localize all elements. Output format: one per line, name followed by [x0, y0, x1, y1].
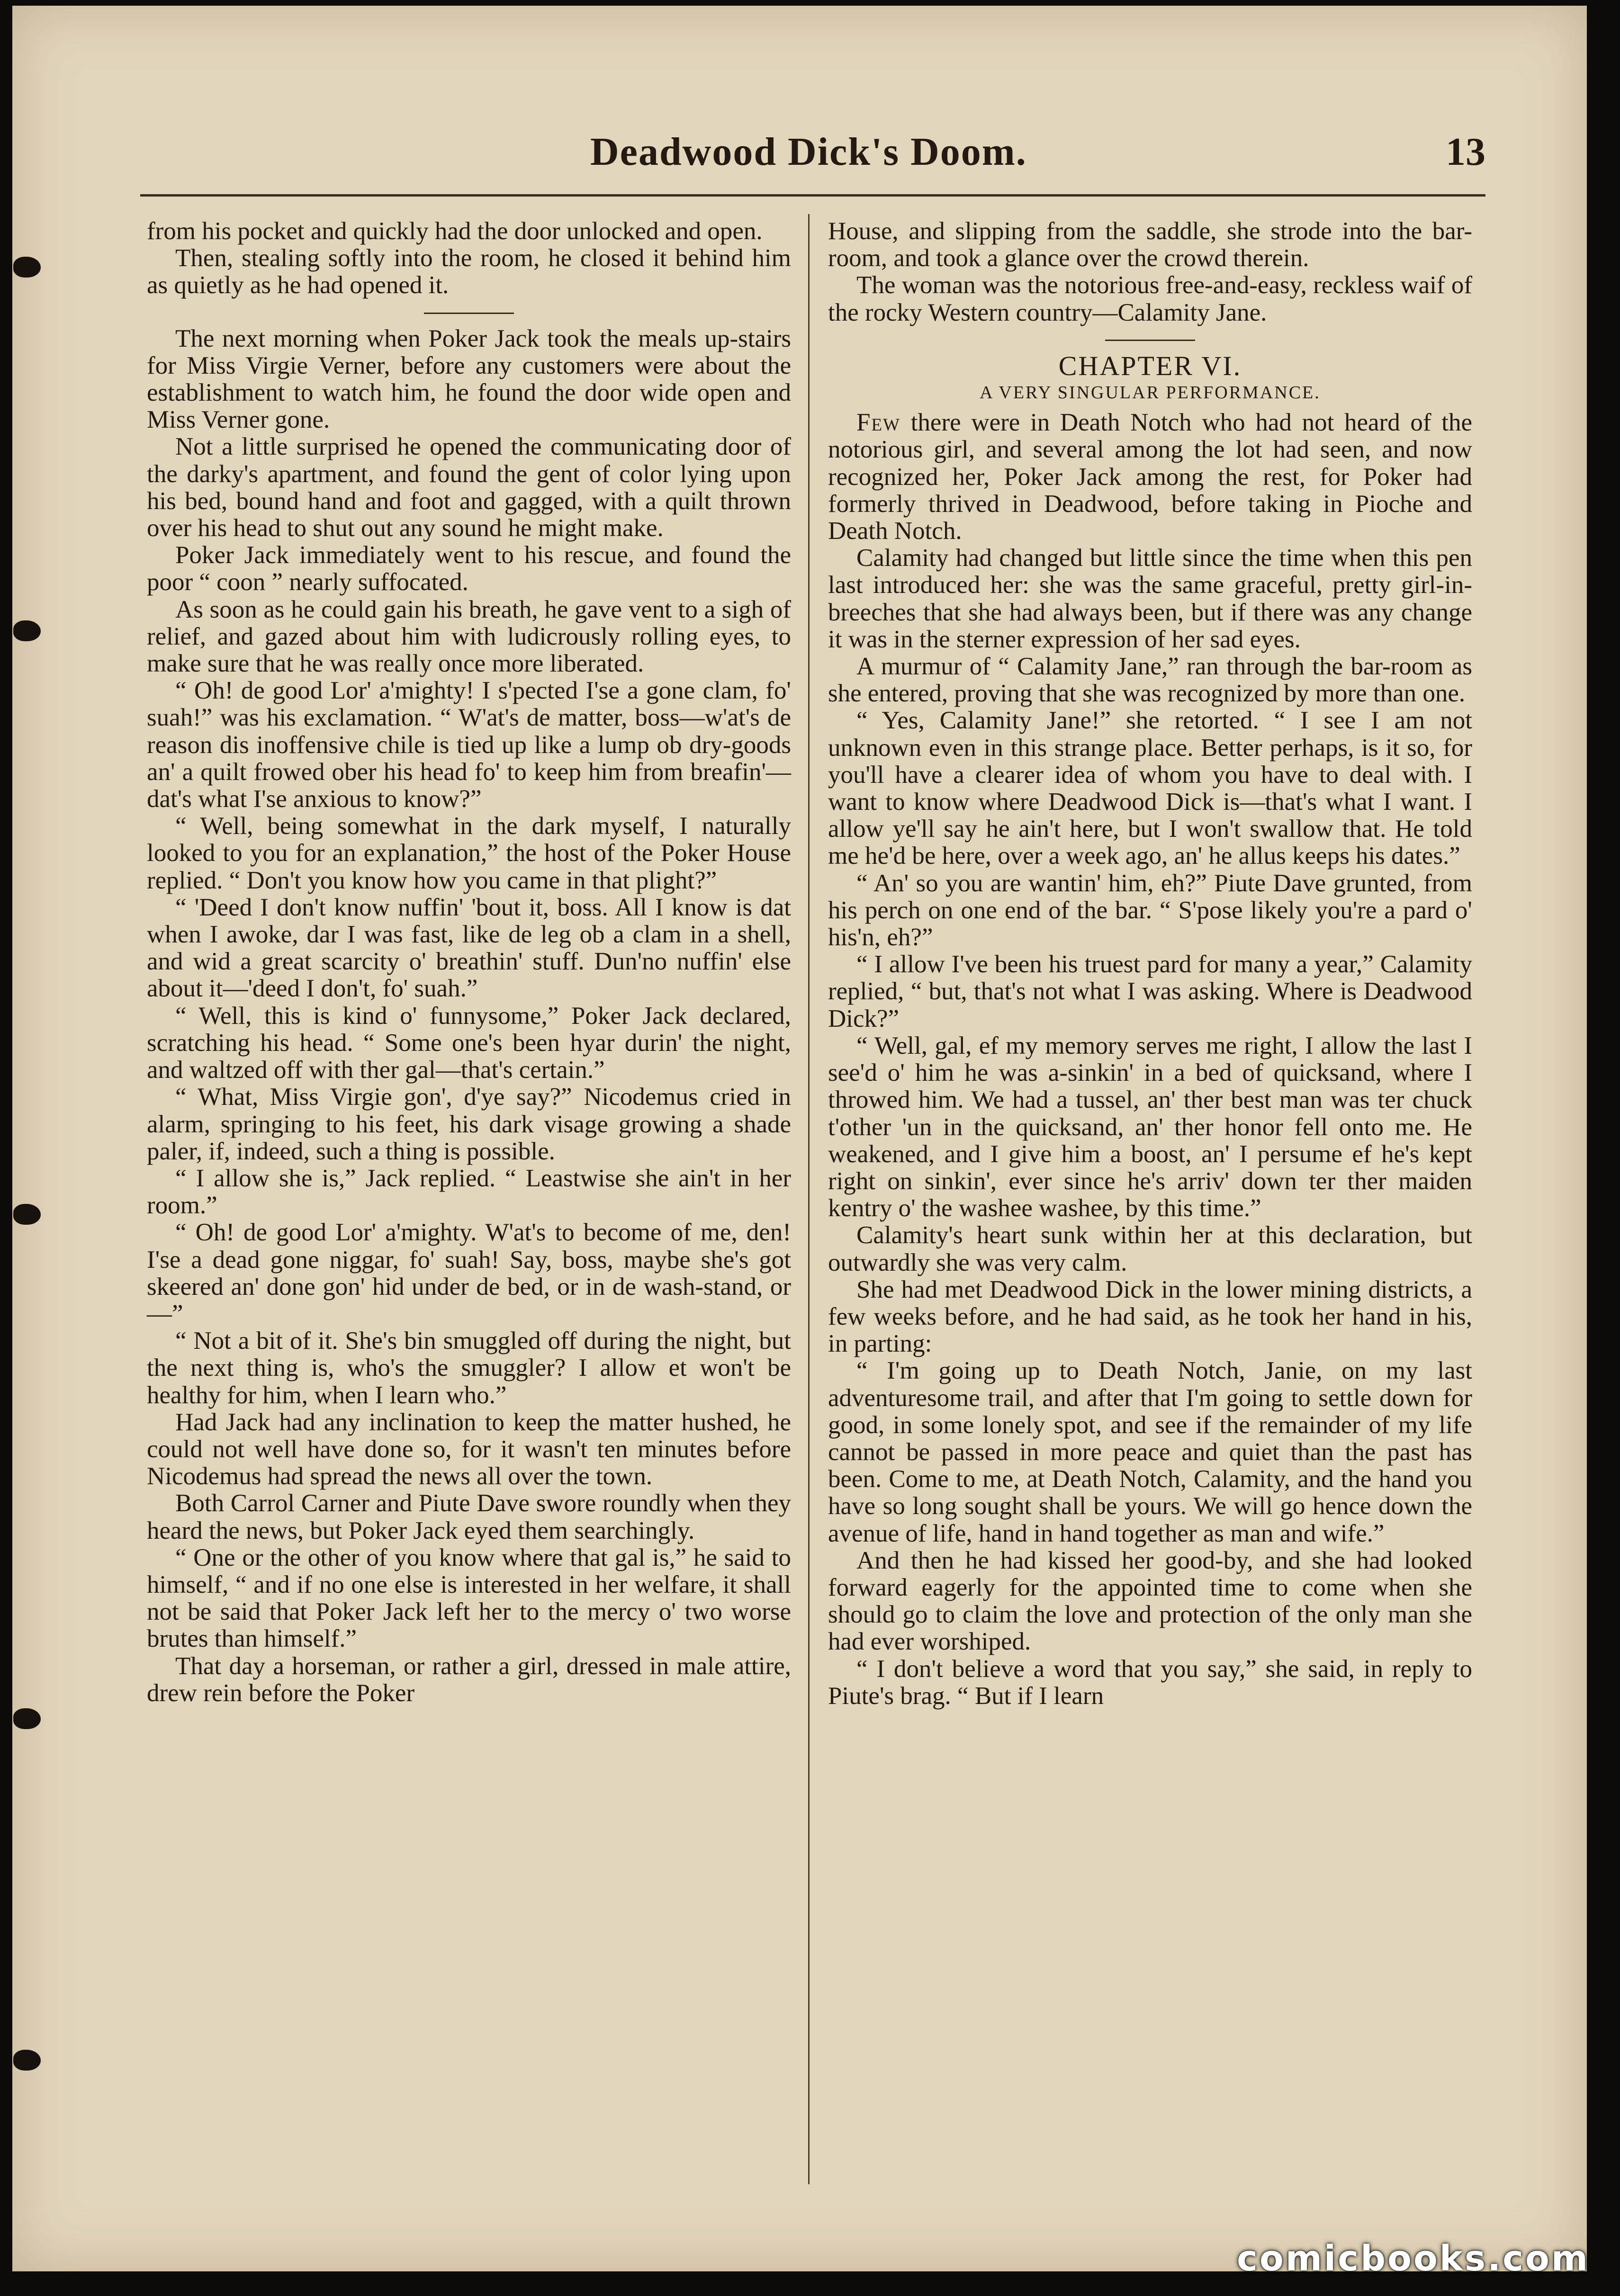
paragraph: Poker Jack immediately went to his rescue, and found the poor “ coon ” nearly suffocated.	[147, 541, 791, 596]
paragraph: The next morning when Poker Jack took the meals up-stairs for Miss Virgie Verner, before any customers were about the establishment to watch him, he found the door wide open and Miss Verner gone.	[147, 324, 791, 434]
chapter-subtitle: A VERY SINGULAR PERFORMANCE.	[980, 383, 1321, 403]
binding-hole	[13, 1204, 41, 1225]
paragraph: House, and slipping from the saddle, she strode into the bar-room, and took a glance over the crowd therein.	[828, 217, 1472, 272]
paragraph: “ Well, this is kind o' funnysome,” Poker Jack declared, scratching his head. “ Some one's been hyar durin' the night, and waltzed off with ther gal—that's certain.”	[147, 1002, 791, 1084]
paragraph: “ One or the other of you know where that gal is,” he said to himself, “ and if no one else is interested in her welfare, it shall not be said that Poker Jack left her to the mercy o' two worse brutes than himself.”	[147, 1543, 791, 1653]
paragraph: Had Jack had any inclination to keep the matter hushed, he could not well have done so, for it wasn't ten minutes before Nicodemus had spread the news all over the town.	[147, 1408, 791, 1490]
paragraph: The woman was the notorious free-and-easy, reckless waif of the rocky Western country—Calamity Jane.	[828, 271, 1472, 326]
opening-word: Few	[856, 409, 900, 437]
paragraph: “ Oh! de good Lor' a'mighty! I s'pected I'se a gone clam, fo' suah!” was his exclamation. “ W'at's de matter, boss—w'at's de reason dis inoffensive chile is tied up like a lump ob dry-goods an' a quilt frowed ober his head fo' to keep him from breafin'—dat's what I'se anxious to know?”	[147, 677, 791, 813]
paragraph: “ An' so you are wantin' him, eh?” Piute Dave grunted, from his perch on one end of the bar. “ S'pose likely you're a pard o' his'n, eh?”	[828, 869, 1472, 951]
paragraph: “ 'Deed I don't know nuffin' 'bout it, boss. All I know is dat when I awoke, dar I was fast, like de leg ob a clam in a shell, and wid a great scarcity o' breathin' stuff. Dun'no nuffin' else about it—'deed I don't, fo' suah.”	[147, 893, 791, 1003]
binding-hole	[13, 620, 41, 641]
binding-hole	[13, 2050, 41, 2071]
right-column	[828, 218, 1472, 1710]
paragraph: Not a little surprised he opened the communicating door of the darky's apartment, and found the gent of color lying upon his bed, bound hand and foot and gagged, with a quilt thrown over his head to shut out any sound he might make.	[147, 433, 791, 542]
book-page	[12, 6, 1587, 2271]
paragraph: “ I don't believe a word that you say,” she said, in reply to Piute's brag. “ But if I learn	[828, 1655, 1472, 1710]
paragraph: “ Well, gal, ef my memory serves me right, I allow the last I see'd o' him he was a-sinkin' in a bed of quicksand, where I throwed him. We had a tussel, an' ther best man was ter chuck t'other 'un in the quicksand, an' ther honor fell onto me. He weakened, and I give him a boost, an' I persume ef he's kept right on sinkin', ever since he's arriv' down ter ther maiden kentry o' the washee washee, by this time.”	[828, 1031, 1472, 1222]
paragraph: “ I allow she is,” Jack replied. “ Leastwise she ain't in her room.”	[147, 1164, 791, 1220]
paragraph: Then, stealing softly into the room, he closed it behind him as quietly as he had opened it.	[147, 244, 791, 299]
site-watermark: comicbooks.com	[1237, 2238, 1590, 2279]
paragraph: That day a horseman, or rather a girl, dressed in male attire, drew rein before the Poker	[147, 1652, 791, 1707]
paragraph: “ I allow I've been his truest pard for many a year,” Calamity replied, “ but, that's not what I was asking. Where is Deadwood Dick?”	[828, 951, 1472, 1032]
paragraph: “ What, Miss Virgie gon', d'ye say?” Nicodemus cried in alarm, springing to his feet, his dark visage growing a shade paler, if, indeed, such a thing is possible.	[147, 1083, 791, 1165]
chapter-title: CHAPTER VI.	[1058, 350, 1242, 381]
paragraph: from his pocket and quickly had the door unlocked and open.	[147, 217, 763, 245]
paragraph: “ I'm going up to Death Notch, Janie, on my last adventuresome trail, and after that I'm going to settle down for good, in some lonely spot, and see if the remainder of my life cannot be passed in more peace and quiet than the past has been. Come to me, at Death Notch, Calamity, and the hand you have so long sought shall be yours. We will go hence down the avenue of life, hand in hand together as man and wife.”	[828, 1357, 1472, 1547]
running-title: Deadwood Dick's Doom.	[590, 130, 1027, 174]
section-break-rule	[1105, 340, 1195, 341]
paragraph: As soon as he could gain his breath, he gave vent to a sigh of relief, and gazed about him with ludicrously rolling eyes, to make sure that he was really once more liberated.	[147, 595, 791, 678]
page-header	[140, 129, 1485, 186]
opening-text: there were in Death Notch who had not heard of the notorious girl, and several among the lot had seen, and now recognized her, Poker Jack among the rest, for Poker had formerly thrived in Deadwood, before taking in Pioche and Death Notch.	[828, 409, 1472, 545]
paragraph: A murmur of “ Calamity Jane,” ran through the bar-room as she entered, proving that she was recognized by more than one.	[828, 653, 1472, 708]
page-number: 13	[1446, 130, 1485, 174]
paragraph: “ Not a bit of it. She's bin smuggled off during the night, but the next thing is, who's the smuggler? I allow et won't be healthy for him, when I learn who.”	[147, 1327, 791, 1409]
paragraph: She had met Deadwood Dick in the lower mining districts, a few weeks before, and he had said, as he took her hand in his, in parting:	[828, 1275, 1472, 1358]
left-column	[147, 218, 791, 1707]
chapter-opening-paragraph	[828, 409, 1472, 545]
column-divider	[808, 214, 810, 2184]
scene-break-rule	[424, 313, 514, 314]
paragraph: “ Yes, Calamity Jane!” she retorted. “ I see I am not unknown even in this strange place. Better perhaps, is it so, for you'll have a clearer idea of whom you have to deal with. I want to know where Deadwood Dick is—that's what I want. I allow ye'll say he ain't here, but I won't swallow that. He told me he'd be here, over a week ago, an' he allus keeps his dates.”	[828, 707, 1472, 870]
paragraph: “ Oh! de good Lor' a'mighty. W'at's to become of me, den! I'se a dead gone niggar, fo' suah! Say, boss, maybe she's got skeered an' done gon' hid under de bed, or in de wash-stand, or—”	[147, 1219, 791, 1327]
binding-margin	[12, 6, 50, 2271]
paragraph: Calamity's heart sunk within her at this declaration, but outwardly she was very calm.	[828, 1221, 1472, 1276]
paragraph: Calamity had changed but little since the time when this pen last introduced her: she was the same graceful, pretty girl-in-breeches that she had always been, but if there was any change it was in the sterner expression of her sad eyes.	[828, 544, 1472, 653]
paragraph: “ Well, being somewhat in the dark myself, I naturally looked to you for an explanation,” the host of the Poker House replied. “ Don't you know how you came in that plight?”	[147, 812, 791, 894]
binding-hole	[13, 257, 41, 278]
paragraph: Both Carrol Carner and Piute Dave swore roundly when they heard the news, but Poker Jack eyed them searchingly.	[147, 1489, 791, 1544]
header-rule	[140, 194, 1485, 197]
paragraph: And then he had kissed her good-by, and she had looked forward eagerly for the appointed time to come when she should go to claim the love and protection of the only man she had ever worshiped.	[828, 1546, 1472, 1656]
binding-hole	[13, 1708, 41, 1729]
